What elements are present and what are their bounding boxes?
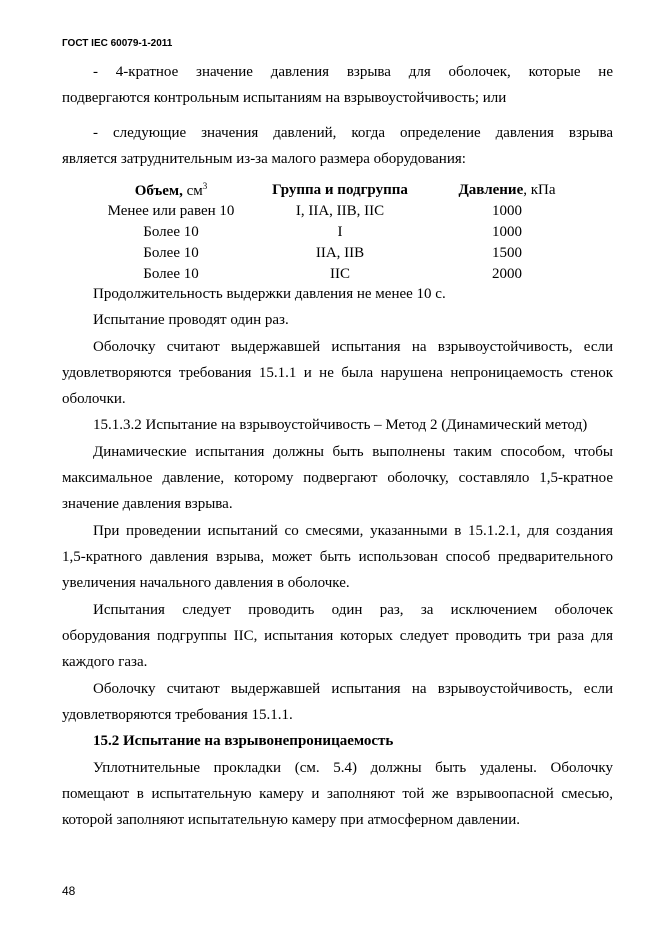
paragraph-line: оборудования подгруппы IIC, испытания которых следует проводить три раза для bbox=[62, 628, 613, 644]
table-cell: I bbox=[337, 224, 343, 240]
paragraph-line: которой заполняют испытательную камеру при атмосферном давлении. bbox=[62, 812, 520, 828]
paragraph-line: При проведении испытаний со смесями, указанными в 15.1.2.1, для создания bbox=[93, 523, 613, 539]
table-cell: IIA, IIB bbox=[315, 245, 365, 261]
paragraph-line: является затруднительным из-за малого размера оборудования: bbox=[62, 151, 466, 167]
paragraph-line: удовлетворяются требования 15.1.1. bbox=[62, 707, 293, 723]
table-header-group: Группа и подгруппа bbox=[272, 182, 408, 198]
page-number: 48 bbox=[62, 884, 76, 898]
paragraph-line: Испытания следует проводить один раз, за исключением оболочек bbox=[93, 602, 613, 618]
table-cell: 1000 bbox=[492, 203, 522, 219]
paragraph-line: увеличения начального давления в оболочке. bbox=[62, 575, 350, 591]
table-cell: I, IIA, IIB, IIC bbox=[295, 203, 385, 219]
paragraph-line: значение давления взрыва. bbox=[62, 496, 233, 512]
document-header-code: ГОСТ IEC 60079-1-2011 bbox=[62, 38, 173, 49]
table-row bbox=[92, 222, 584, 243]
paragraph-line: Оболочку считают выдержавшей испытания на взрывоустойчивость, если bbox=[93, 681, 613, 697]
table-cell: Более 10 bbox=[143, 245, 199, 261]
table-header-row bbox=[92, 180, 584, 201]
paragraph-line: Продолжительность выдержки давления не менее 10 с. bbox=[93, 286, 446, 302]
paragraph-line: Динамические испытания должны быть выполнены таким способом, чтобы bbox=[93, 444, 613, 460]
table-cell: 1000 bbox=[492, 224, 522, 240]
table-cell: IIC bbox=[330, 266, 350, 282]
table-row bbox=[92, 264, 584, 285]
table-cell: 1500 bbox=[492, 245, 522, 261]
paragraph-line: - 4-кратное значение давления взрыва для оболочек, которые не bbox=[93, 64, 613, 80]
table-cell: Более 10 bbox=[143, 266, 199, 282]
table-cell: 2000 bbox=[492, 266, 522, 282]
paragraph-line: 1,5-кратного давления взрыва, может быть использован способ предварительного bbox=[62, 549, 613, 565]
table-row bbox=[92, 201, 584, 222]
paragraph-line: удовлетворяются требования 15.1.1 и не была нарушена непроницаемость стенок bbox=[62, 365, 613, 381]
paragraph-line: Оболочку считают выдержавшей испытания на взрывоустойчивость, если bbox=[93, 339, 613, 355]
paragraph-line: подвергаются контрольным испытаниям на взрывоустойчивость; или bbox=[62, 90, 507, 106]
paragraph-line: Испытание проводят один раз. bbox=[93, 312, 289, 328]
paragraph-line: 15.1.3.2 Испытание на взрывоустойчивость – Метод 2 (Динамический метод) bbox=[93, 417, 588, 433]
table-cell: Менее или равен 10 bbox=[107, 203, 235, 219]
paragraph-line: максимальное давление, которому подвергают оболочку, составляло 1,5-кратное bbox=[62, 470, 613, 486]
table-header-volume: Объем, $см^3$ bbox=[134, 181, 208, 199]
table-header-pressure: Давление, кПа bbox=[458, 182, 556, 198]
paragraph-line: оболочки. bbox=[62, 391, 126, 407]
paragraph-line: Уплотнительные прокладки (см. 5.4) должны быть удалены. Оболочку bbox=[93, 760, 613, 776]
paragraph-line: - следующие значения давлений, когда определение давления взрыва bbox=[93, 125, 613, 141]
pressure-table bbox=[92, 180, 584, 285]
paragraph-line: помещают в испытательную камеру и заполняют той же взрывоопасной смесью, bbox=[62, 786, 613, 802]
section-heading: 15.2 Испытание на взрывонепроницаемость bbox=[93, 733, 394, 749]
table-cell: Более 10 bbox=[143, 224, 199, 240]
table-row bbox=[92, 243, 584, 264]
paragraph-line: каждого газа. bbox=[62, 654, 148, 670]
